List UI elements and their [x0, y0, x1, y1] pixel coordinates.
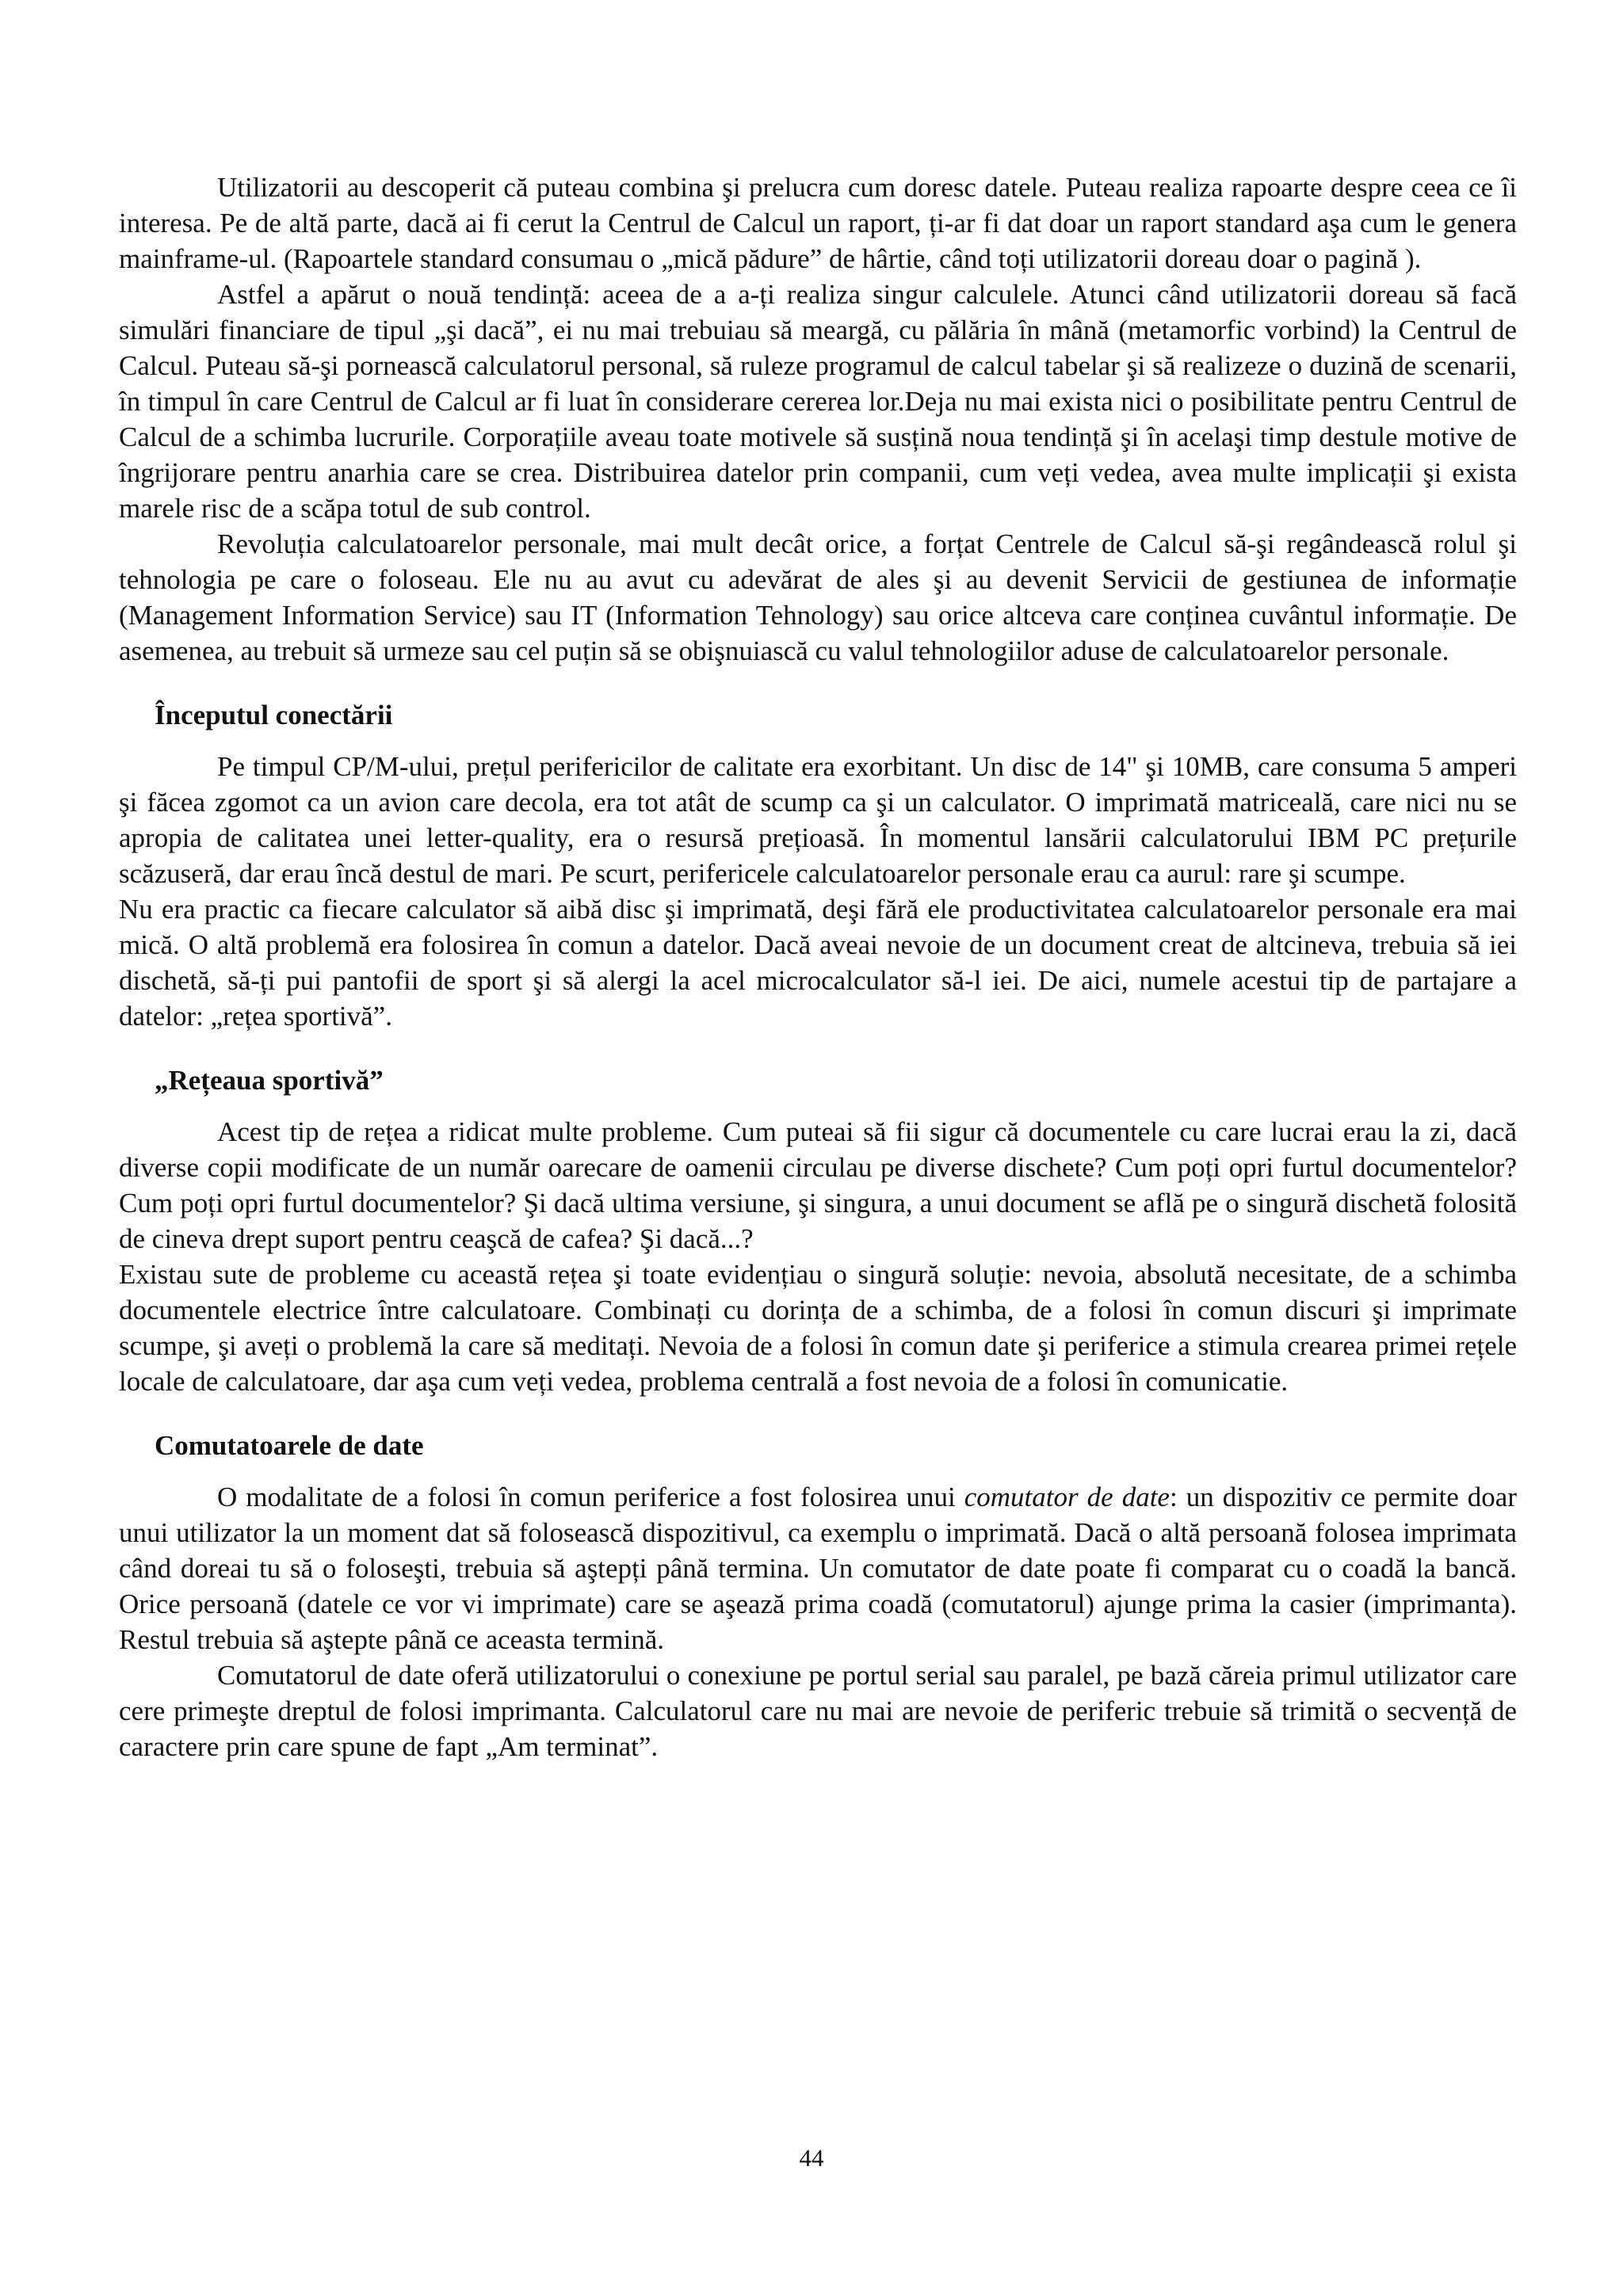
paragraph-intro-3: Revoluția calculatoarelor personale, mai mult decât orice, a forțat Centrele de Calcul să-şi regândească rolul şi tehnologia pe care o foloseau. Ele nu au avut cu adevărat de ales şi au devenit Servicii de gestiunea de informație (Management Information Service) sau IT (Information Tehnology) sau orice altceva care conținea cuvântul informație. De asemenea, au trebuit să urmeze sau cel puțin să se obişnuiască cu valul tehnologiilor aduse de calculatoarelor personale. [119, 528, 1517, 666]
section-2-paragraph-2: Existau sute de probleme cu această rețea şi toate evidențiau o singură soluție: nevoia, absolută necesitate, de a schimba documentele electrice între calculatoare. Combinați cu dorința de a schimba, de a folosi în comun discuri şi imprimate scumpe, şi aveți o problemă la care să meditați. Nevoia de a folosi în comun date şi periferice a stimula crearea primei rețele locale de calculatoare, dar aşa cum veți vedea, problema centrală a fost nevoia de a folosi în comunicatie. [119, 1259, 1517, 1397]
section-3-paragraph-2: Comutatorul de date oferă utilizatorului o conexiune pe portul serial sau paralel, pe bază căreia primul utilizator care cere primeşte dreptul de folosi imprimanta. Calculatorul care nu mai are nevoie de periferic trebuie să trimită o secvență de caractere prin care spune de fapt „Am terminat”. [119, 1660, 1517, 1762]
page-number: 44 [799, 2144, 824, 2172]
section-heading-reteaua-sportiva: „Rețeaua sportivă” [155, 1065, 384, 1096]
section-2-paragraph-1: Acest tip de rețea a ridicat multe probleme. Cum puteai să fii sigur că documentele cu care lucrai erau la zi, dacă diverse copii modificate de un număr oarecare de oamenii circulau pe diverse dischete? Cum poți opri furtul documentelor? Cum poți opri furtul documentelor? Şi dacă ultima versiune, şi singura, a unui document se află pe o singură dischetă folosită de cineva drept suport pentru ceaşcă de cafea? Şi dacă...? [119, 1116, 1517, 1254]
section-heading-inceputul-conectarii: Începutul conectării [155, 700, 393, 730]
section-1-paragraph-2: Nu era practic ca fiecare calculator să aibă disc şi imprimată, deşi fără ele productivitatea calculatoarelor personale era mai mică. O altă problemă era folosirea în comun a datelor. Dacă aveai nevoie de un document creat de altcineva, trebuia să iei dischetă, să-ți pui pantofii de sport şi să alergi la acel microcalculator să-l iei. De aici, numele acestui tip de partajare a datelor: „rețea sportivă”. [119, 894, 1517, 1032]
paragraph-intro-1: Utilizatorii au descoperit că puteau combina şi prelucra cum doresc datele. Puteau realiza rapoarte despre ceea ce îi interesa. Pe de altă parte, dacă ai fi cerut la Centrul de Calcul un raport, ți-ar fi dat doar un raport standard aşa cum le genera mainframe-ul. (Rapoartele standard consumau o „mică pădure” de hârtie, când toți utilizatorii doreau doar o pagină ). [119, 172, 1517, 274]
section-heading-comutatoarele-de-date: Comutatoarele de date [155, 1430, 424, 1461]
document-page [119, 170, 1517, 1764]
paragraph-intro-2: Astfel a apărut o nouă tendință: aceea de a a-ți realiza singur calculele. Atunci când utilizatorii doreau să facă simulări financiare de tipul „şi dacă”, ei nu mai trebuiau să meargă, cu pălăria în mână (metamorfic vorbind) la Centrul de Calcul. Puteau să-şi pornească calculatorul personal, să ruleze programul de calcul tabelar şi să realizeze o duzină de scenarii, în timpul în care Centrul de Calcul ar fi luat în considerare cererea lor.Deja nu mai exista nici o posibilitate pentru Centrul de Calcul de a schimba lucrurile. Corporațiile aveau toate motivele să susțină noua tendință şi în acelaşi timp destule motive de îngrijorare pentru anarhia care se crea. Distribuirea datelor prin companii, cum veți vedea, avea multe implicații şi exista marele risc de a scăpa totul de sub control. [119, 279, 1517, 524]
section-3-paragraph-1-after: : un dispozitiv ce permite doar unui utilizator la un moment dat să folosească dispozitivul, ca exemplu o imprimată. Dacă o altă persoană folosea imprimata când doreai tu să o foloseşti, trebuia să aştepți până termina. Un comutator de date poate fi comparat cu o coadă la bancă. Orice persoană (datele ce vor vi imprimate) care se aşează prima coadă (comutatorul) ajunge prima la casier (imprimanta). Restul trebuia să aştepte până ce aceasta termină. [119, 1482, 1517, 1655]
section-3-paragraph-1-before: O modalitate de a folosi în comun periferice a fost folosirea unui [217, 1482, 964, 1512]
section-1-paragraph-1: Pe timpul CP/M-ului, prețul perifericilor de calitate era exorbitant. Un disc de 14" şi 10MB, care consuma 5 amperi şi făcea zgomot ca un avion care decola, era tot atât de scump ca şi un calculator. O imprimată matriceală, care nici nu se apropia de calitatea unei letter-quality, era o resursă prețioasă. În momentul lansării calculatorului IBM PC prețurile scăzuseră, dar erau încă destul de mari. Pe scurt, perifericele calculatoarelor personale erau ca aurul: rare şi scumpe. [119, 751, 1517, 889]
section-3-paragraph-1 [119, 1479, 1517, 1657]
section-3-emphasis-comutator: comutator de date [964, 1482, 1170, 1512]
